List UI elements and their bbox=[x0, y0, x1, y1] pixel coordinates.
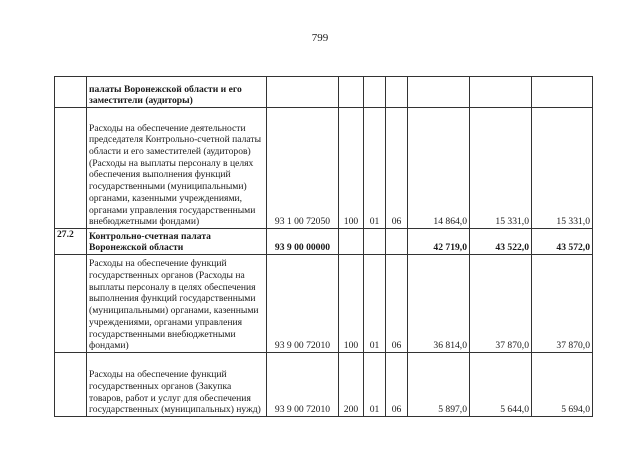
row-expense-type bbox=[339, 77, 364, 108]
row-description: палаты Воронежской области и его заместители (аудиторы) bbox=[87, 77, 267, 108]
row-subsection: 06 bbox=[386, 108, 408, 229]
row-amount-year3: 43 572,0 bbox=[532, 229, 593, 255]
row-section bbox=[364, 77, 386, 108]
row-target-code: 93 9 00 72010 bbox=[267, 353, 339, 417]
row-number bbox=[55, 77, 87, 108]
row-amount-year3: 15 331,0 bbox=[532, 108, 593, 229]
budget-table bbox=[54, 76, 593, 417]
row-section bbox=[364, 229, 386, 255]
row-description: Расходы на обеспечение деятельности председателя Контрольно-счетной палаты области и его заместителей (аудиторов) (Расходы на выплаты персоналу в целях обеспечения выполнения функций государственными (муниципальными) органами, казенными учреждениями, органами управления государственными внебюджетными фондами) bbox=[87, 108, 267, 229]
row-number bbox=[55, 108, 87, 229]
row-section: 01 bbox=[364, 255, 386, 353]
row-amount-year1 bbox=[408, 77, 470, 108]
row-amount-year2: 15 331,0 bbox=[470, 108, 532, 229]
row-amount-year3: 37 870,0 bbox=[532, 255, 593, 353]
row-amount-year2: 5 644,0 bbox=[470, 353, 532, 417]
row-amount-year1: 42 719,0 bbox=[408, 229, 470, 255]
row-amount-year1: 5 897,0 bbox=[408, 353, 470, 417]
row-subsection bbox=[386, 229, 408, 255]
row-amount-year3 bbox=[532, 77, 593, 108]
table-row bbox=[55, 255, 593, 353]
row-amount-year2 bbox=[470, 77, 532, 108]
table-row bbox=[55, 353, 593, 417]
row-target-code: 93 9 00 00000 bbox=[267, 229, 339, 255]
row-expense-type bbox=[339, 229, 364, 255]
row-amount-year1: 36 814,0 bbox=[408, 255, 470, 353]
row-target-code: 93 9 00 72010 bbox=[267, 255, 339, 353]
row-amount-year2: 37 870,0 bbox=[470, 255, 532, 353]
table-body bbox=[55, 77, 593, 417]
row-section: 01 bbox=[364, 353, 386, 417]
row-number bbox=[55, 255, 87, 353]
row-description: Расходы на обеспечение функций государственных органов (Закупка товаров, работ и услуг для обеспечения государственных (муниципальных) нужд) bbox=[87, 353, 267, 417]
row-expense-type: 100 bbox=[339, 255, 364, 353]
row-amount-year2: 43 522,0 bbox=[470, 229, 532, 255]
row-description: Контрольно-счетная палата Воронежской области bbox=[87, 229, 267, 255]
row-subsection: 06 bbox=[386, 255, 408, 353]
table-row bbox=[55, 229, 593, 255]
row-description: Расходы на обеспечение функций государственных органов (Расходы на выплаты персоналу в целях обеспечения выполнения функций государственными (муниципальными) органами, казенными учреждениями, органами управления государственными внебюджетными фондами) bbox=[87, 255, 267, 353]
row-amount-year3: 5 694,0 bbox=[532, 353, 593, 417]
row-subsection bbox=[386, 77, 408, 108]
row-section: 01 bbox=[364, 108, 386, 229]
table-row bbox=[55, 108, 593, 229]
page-number: 799 bbox=[311, 32, 329, 44]
row-subsection: 06 bbox=[386, 353, 408, 417]
row-expense-type: 100 bbox=[339, 108, 364, 229]
table-row bbox=[55, 77, 593, 108]
row-number: 27.2 bbox=[55, 229, 87, 255]
row-target-code: 93 1 00 72050 bbox=[267, 108, 339, 229]
row-target-code bbox=[267, 77, 339, 108]
row-amount-year1: 14 864,0 bbox=[408, 108, 470, 229]
row-expense-type: 200 bbox=[339, 353, 364, 417]
row-number bbox=[55, 353, 87, 417]
